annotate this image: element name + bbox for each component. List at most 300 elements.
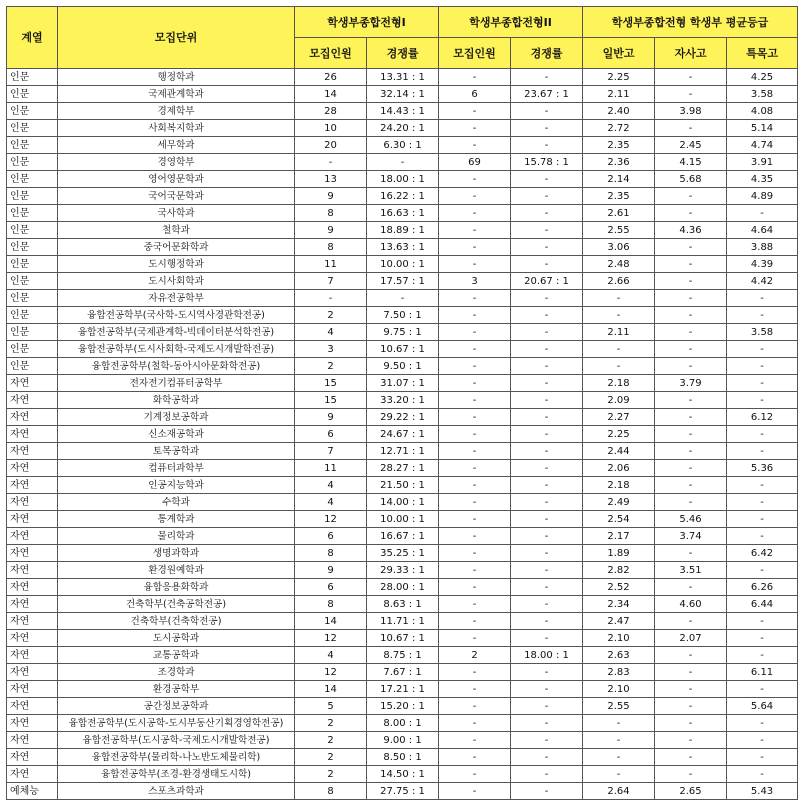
category-cell: 자연 [7, 613, 58, 630]
general-grade-cell: 2.49 [583, 494, 655, 511]
general-grade-cell: - [583, 307, 655, 324]
special-grade-cell: 5.14 [727, 120, 798, 137]
type1-recruit-cell: 4 [295, 494, 367, 511]
category-cell: 인문 [7, 256, 58, 273]
type2-recruit-cell: - [439, 443, 511, 460]
category-cell: 자연 [7, 579, 58, 596]
admissions-table [6, 6, 798, 800]
autonomous-grade-cell: 3.74 [655, 528, 727, 545]
category-cell: 자연 [7, 749, 58, 766]
autonomous-grade-cell: 5.68 [655, 171, 727, 188]
special-grade-cell: 6.11 [727, 664, 798, 681]
autonomous-grade-cell: 2.45 [655, 137, 727, 154]
table-row [7, 341, 798, 358]
unit-cell: 융합전공학부(도시공학-도시부동산기획경영학전공) [58, 715, 295, 732]
type2-ratio-cell: - [511, 392, 583, 409]
autonomous-grade-cell: - [655, 392, 727, 409]
type2-recruit-cell: - [439, 239, 511, 256]
type1-ratio-cell: 9.75 : 1 [367, 324, 439, 341]
category-cell: 자연 [7, 426, 58, 443]
type1-recruit-cell: 28 [295, 103, 367, 120]
type1-recruit-cell: 2 [295, 749, 367, 766]
header-type1-ratio: 경쟁률 [367, 38, 439, 69]
type1-recruit-cell: 2 [295, 732, 367, 749]
autonomous-grade-cell: - [655, 732, 727, 749]
type1-recruit-cell: 2 [295, 715, 367, 732]
type1-recruit-cell: 5 [295, 698, 367, 715]
type2-ratio-cell: - [511, 307, 583, 324]
type1-ratio-cell: 7.67 : 1 [367, 664, 439, 681]
general-grade-cell: 3.06 [583, 239, 655, 256]
special-grade-cell: 3.58 [727, 86, 798, 103]
type1-recruit-cell: 13 [295, 171, 367, 188]
unit-cell: 건축학부(건축학전공) [58, 613, 295, 630]
type1-ratio-cell: 24.20 : 1 [367, 120, 439, 137]
category-cell: 인문 [7, 273, 58, 290]
type1-ratio-cell: 32.14 : 1 [367, 86, 439, 103]
special-grade-cell: - [727, 528, 798, 545]
autonomous-grade-cell: - [655, 494, 727, 511]
category-cell: 자연 [7, 409, 58, 426]
type2-recruit-cell: - [439, 426, 511, 443]
admissions-table-container [6, 6, 797, 800]
type1-recruit-cell: 3 [295, 341, 367, 358]
type1-recruit-cell: 4 [295, 647, 367, 664]
autonomous-grade-cell: 4.60 [655, 596, 727, 613]
type1-ratio-cell: 10.67 : 1 [367, 341, 439, 358]
type1-ratio-cell: 6.30 : 1 [367, 137, 439, 154]
general-grade-cell: 2.06 [583, 460, 655, 477]
unit-cell: 건축학부(건축공학전공) [58, 596, 295, 613]
type1-ratio-cell: 17.21 : 1 [367, 681, 439, 698]
general-grade-cell: 2.63 [583, 647, 655, 664]
general-grade-cell: - [583, 766, 655, 783]
type2-recruit-cell: - [439, 409, 511, 426]
general-grade-cell: 2.66 [583, 273, 655, 290]
category-cell: 자연 [7, 664, 58, 681]
header-type1-recruit: 모집인원 [295, 38, 367, 69]
table-row [7, 358, 798, 375]
table-row [7, 375, 798, 392]
table-row [7, 222, 798, 239]
type1-recruit-cell: 7 [295, 443, 367, 460]
type1-ratio-cell: 12.71 : 1 [367, 443, 439, 460]
type1-ratio-cell: 10.00 : 1 [367, 256, 439, 273]
type2-ratio-cell: - [511, 732, 583, 749]
type2-ratio-cell: - [511, 766, 583, 783]
unit-cell: 전자전기컴퓨터공학부 [58, 375, 295, 392]
category-cell: 자연 [7, 477, 58, 494]
unit-cell: 인공지능학과 [58, 477, 295, 494]
category-cell: 자연 [7, 392, 58, 409]
type2-ratio-cell: - [511, 613, 583, 630]
type2-recruit-cell: - [439, 256, 511, 273]
type1-ratio-cell: 15.20 : 1 [367, 698, 439, 715]
autonomous-grade-cell: - [655, 579, 727, 596]
type2-ratio-cell: - [511, 528, 583, 545]
special-grade-cell: 4.39 [727, 256, 798, 273]
type2-recruit-cell: - [439, 205, 511, 222]
type1-recruit-cell: - [295, 154, 367, 171]
table-row [7, 630, 798, 647]
general-grade-cell: - [583, 290, 655, 307]
type1-recruit-cell: 4 [295, 477, 367, 494]
table-row [7, 171, 798, 188]
unit-cell: 융합전공학부(물리학-나노반도체물리학) [58, 749, 295, 766]
table-row [7, 562, 798, 579]
autonomous-grade-cell: - [655, 358, 727, 375]
category-cell: 인문 [7, 137, 58, 154]
autonomous-grade-cell: - [655, 86, 727, 103]
general-grade-cell: 2.35 [583, 137, 655, 154]
table-row [7, 698, 798, 715]
general-grade-cell: 2.61 [583, 205, 655, 222]
type2-ratio-cell: - [511, 596, 583, 613]
general-grade-cell: 2.09 [583, 392, 655, 409]
type2-recruit-cell: - [439, 460, 511, 477]
autonomous-grade-cell: - [655, 239, 727, 256]
unit-cell: 신소재공학과 [58, 426, 295, 443]
unit-cell: 기계정보공학과 [58, 409, 295, 426]
type2-recruit-cell: - [439, 324, 511, 341]
table-row [7, 103, 798, 120]
type1-recruit-cell: 8 [295, 239, 367, 256]
type2-recruit-cell: - [439, 766, 511, 783]
table-row [7, 239, 798, 256]
unit-cell: 토목공학과 [58, 443, 295, 460]
type1-recruit-cell: 9 [295, 188, 367, 205]
special-grade-cell: - [727, 290, 798, 307]
unit-cell: 국제관계학과 [58, 86, 295, 103]
special-grade-cell: - [727, 205, 798, 222]
type2-ratio-cell: - [511, 188, 583, 205]
header-type2: 학생부종합전형II [439, 7, 583, 38]
type1-recruit-cell: 8 [295, 205, 367, 222]
table-row [7, 647, 798, 664]
table-row [7, 494, 798, 511]
type1-recruit-cell: 14 [295, 681, 367, 698]
type2-recruit-cell: 3 [439, 273, 511, 290]
type1-recruit-cell: 8 [295, 545, 367, 562]
table-row [7, 86, 798, 103]
type1-recruit-cell: 12 [295, 630, 367, 647]
type1-recruit-cell: 26 [295, 69, 367, 86]
type1-recruit-cell: 9 [295, 222, 367, 239]
autonomous-grade-cell: - [655, 188, 727, 205]
type2-recruit-cell: - [439, 341, 511, 358]
type2-recruit-cell: - [439, 596, 511, 613]
general-grade-cell: 1.89 [583, 545, 655, 562]
type2-recruit-cell: - [439, 511, 511, 528]
unit-cell: 생명과학과 [58, 545, 295, 562]
table-row [7, 205, 798, 222]
unit-cell: 영어영문학과 [58, 171, 295, 188]
autonomous-grade-cell: - [655, 749, 727, 766]
header-type2-recruit: 모집인원 [439, 38, 511, 69]
category-cell: 자연 [7, 681, 58, 698]
table-row [7, 154, 798, 171]
general-grade-cell: 2.40 [583, 103, 655, 120]
category-cell: 인문 [7, 341, 58, 358]
type2-ratio-cell: - [511, 205, 583, 222]
type2-recruit-cell: - [439, 783, 511, 800]
special-grade-cell: - [727, 732, 798, 749]
unit-cell: 융합전공학부(조경-환경생태도시학) [58, 766, 295, 783]
table-row [7, 120, 798, 137]
general-grade-cell: 2.18 [583, 477, 655, 494]
special-grade-cell: 4.35 [727, 171, 798, 188]
autonomous-grade-cell: 5.46 [655, 511, 727, 528]
unit-cell: 행정학과 [58, 69, 295, 86]
table-row [7, 715, 798, 732]
type1-recruit-cell: 2 [295, 358, 367, 375]
special-grade-cell: - [727, 426, 798, 443]
type2-recruit-cell: - [439, 664, 511, 681]
type1-ratio-cell: 16.22 : 1 [367, 188, 439, 205]
special-grade-cell: 4.25 [727, 69, 798, 86]
unit-cell: 환경공학부 [58, 681, 295, 698]
type2-recruit-cell: - [439, 171, 511, 188]
special-grade-cell: 4.42 [727, 273, 798, 290]
table-row [7, 273, 798, 290]
type2-recruit-cell: - [439, 749, 511, 766]
autonomous-grade-cell: - [655, 341, 727, 358]
category-cell: 인문 [7, 307, 58, 324]
special-grade-cell: - [727, 766, 798, 783]
general-grade-cell: - [583, 715, 655, 732]
type2-recruit-cell: - [439, 188, 511, 205]
category-cell: 자연 [7, 511, 58, 528]
type1-ratio-cell: 9.50 : 1 [367, 358, 439, 375]
category-cell: 자연 [7, 596, 58, 613]
table-row [7, 137, 798, 154]
type1-recruit-cell: 12 [295, 664, 367, 681]
type2-ratio-cell: - [511, 579, 583, 596]
special-grade-cell: - [727, 511, 798, 528]
table-row [7, 409, 798, 426]
category-cell: 자연 [7, 647, 58, 664]
type1-recruit-cell: 7 [295, 273, 367, 290]
special-grade-cell: 4.89 [727, 188, 798, 205]
autonomous-grade-cell: 3.79 [655, 375, 727, 392]
unit-cell: 컴퓨터과학부 [58, 460, 295, 477]
general-grade-cell: 2.55 [583, 222, 655, 239]
table-row [7, 766, 798, 783]
general-grade-cell: - [583, 358, 655, 375]
autonomous-grade-cell: - [655, 613, 727, 630]
special-grade-cell: 3.88 [727, 239, 798, 256]
type2-recruit-cell: - [439, 681, 511, 698]
header-category: 계열 [7, 7, 58, 69]
category-cell: 인문 [7, 188, 58, 205]
special-grade-cell: - [727, 494, 798, 511]
header-special: 특목고 [727, 38, 798, 69]
type1-recruit-cell: 6 [295, 579, 367, 596]
table-row [7, 188, 798, 205]
type2-recruit-cell: - [439, 69, 511, 86]
type2-ratio-cell: - [511, 749, 583, 766]
unit-cell: 자유전공학부 [58, 290, 295, 307]
type2-recruit-cell: - [439, 613, 511, 630]
type2-recruit-cell: - [439, 545, 511, 562]
table-row [7, 596, 798, 613]
type2-recruit-cell: 6 [439, 86, 511, 103]
category-cell: 인문 [7, 239, 58, 256]
category-cell: 자연 [7, 698, 58, 715]
special-grade-cell: 6.26 [727, 579, 798, 596]
type1-ratio-cell: 28.00 : 1 [367, 579, 439, 596]
type2-recruit-cell: - [439, 290, 511, 307]
type1-ratio-cell: 7.50 : 1 [367, 307, 439, 324]
special-grade-cell: - [727, 392, 798, 409]
table-row [7, 681, 798, 698]
general-grade-cell: - [583, 749, 655, 766]
special-grade-cell: 3.91 [727, 154, 798, 171]
special-grade-cell: 4.08 [727, 103, 798, 120]
type2-recruit-cell: - [439, 103, 511, 120]
type2-ratio-cell: - [511, 562, 583, 579]
unit-cell: 융합응용화학과 [58, 579, 295, 596]
type2-ratio-cell: - [511, 477, 583, 494]
autonomous-grade-cell: 4.15 [655, 154, 727, 171]
type1-recruit-cell: 10 [295, 120, 367, 137]
special-grade-cell: 4.74 [727, 137, 798, 154]
table-row [7, 443, 798, 460]
table-row [7, 613, 798, 630]
unit-cell: 철학과 [58, 222, 295, 239]
table-row [7, 528, 798, 545]
type2-ratio-cell: - [511, 120, 583, 137]
autonomous-grade-cell: - [655, 477, 727, 494]
type2-ratio-cell: - [511, 358, 583, 375]
autonomous-grade-cell: 2.07 [655, 630, 727, 647]
type2-ratio-cell: - [511, 426, 583, 443]
category-cell: 자연 [7, 545, 58, 562]
type1-ratio-cell: 14.00 : 1 [367, 494, 439, 511]
type1-ratio-cell: 16.67 : 1 [367, 528, 439, 545]
type2-ratio-cell: - [511, 511, 583, 528]
table-row [7, 511, 798, 528]
general-grade-cell: - [583, 732, 655, 749]
special-grade-cell: - [727, 715, 798, 732]
type2-recruit-cell: - [439, 732, 511, 749]
autonomous-grade-cell: 3.51 [655, 562, 727, 579]
unit-cell: 수학과 [58, 494, 295, 511]
table-row [7, 69, 798, 86]
table-row [7, 324, 798, 341]
autonomous-grade-cell: - [655, 307, 727, 324]
general-grade-cell: 2.44 [583, 443, 655, 460]
category-cell: 인문 [7, 154, 58, 171]
table-row [7, 256, 798, 273]
type1-ratio-cell: 8.50 : 1 [367, 749, 439, 766]
type1-ratio-cell: 29.33 : 1 [367, 562, 439, 579]
autonomous-grade-cell: - [655, 681, 727, 698]
general-grade-cell: 2.27 [583, 409, 655, 426]
category-cell: 인문 [7, 290, 58, 307]
type1-ratio-cell: 13.31 : 1 [367, 69, 439, 86]
category-cell: 인문 [7, 324, 58, 341]
type2-recruit-cell: - [439, 715, 511, 732]
general-grade-cell: 2.18 [583, 375, 655, 392]
table-row [7, 460, 798, 477]
type2-recruit-cell: - [439, 120, 511, 137]
category-cell: 자연 [7, 732, 58, 749]
type2-ratio-cell: - [511, 460, 583, 477]
unit-cell: 융합전공학부(도시공학-국제도시개발학전공) [58, 732, 295, 749]
type1-recruit-cell: 11 [295, 460, 367, 477]
table-row [7, 392, 798, 409]
table-row [7, 545, 798, 562]
type2-ratio-cell: - [511, 222, 583, 239]
autonomous-grade-cell: 4.36 [655, 222, 727, 239]
type1-recruit-cell: 20 [295, 137, 367, 154]
type1-ratio-cell: 28.27 : 1 [367, 460, 439, 477]
autonomous-grade-cell: - [655, 273, 727, 290]
unit-cell: 국사학과 [58, 205, 295, 222]
unit-cell: 융합전공학부(국사학-도시역사경관학전공) [58, 307, 295, 324]
type1-ratio-cell: 9.00 : 1 [367, 732, 439, 749]
special-grade-cell: 6.12 [727, 409, 798, 426]
general-grade-cell: - [583, 341, 655, 358]
autonomous-grade-cell: - [655, 460, 727, 477]
autonomous-grade-cell: 2.65 [655, 783, 727, 800]
type2-ratio-cell: - [511, 664, 583, 681]
type1-recruit-cell: 2 [295, 766, 367, 783]
special-grade-cell: 5.36 [727, 460, 798, 477]
type1-ratio-cell: 11.71 : 1 [367, 613, 439, 630]
type1-recruit-cell: 12 [295, 511, 367, 528]
table-row [7, 426, 798, 443]
category-cell: 인문 [7, 205, 58, 222]
type2-ratio-cell: - [511, 290, 583, 307]
type1-ratio-cell: 10.00 : 1 [367, 511, 439, 528]
type1-ratio-cell: 21.50 : 1 [367, 477, 439, 494]
general-grade-cell: 2.54 [583, 511, 655, 528]
type2-ratio-cell: - [511, 443, 583, 460]
type1-ratio-cell: 8.63 : 1 [367, 596, 439, 613]
autonomous-grade-cell: - [655, 698, 727, 715]
special-grade-cell: 6.44 [727, 596, 798, 613]
type1-ratio-cell: 27.75 : 1 [367, 783, 439, 800]
type1-recruit-cell: - [295, 290, 367, 307]
header-unit: 모집단위 [58, 7, 295, 69]
type2-recruit-cell: - [439, 222, 511, 239]
type2-ratio-cell: - [511, 256, 583, 273]
unit-cell: 융합전공학부(도시사회학-국제도시개발학전공) [58, 341, 295, 358]
table-row [7, 307, 798, 324]
unit-cell: 조경학과 [58, 664, 295, 681]
type1-recruit-cell: 9 [295, 409, 367, 426]
type1-ratio-cell: 8.00 : 1 [367, 715, 439, 732]
table-row [7, 664, 798, 681]
autonomous-grade-cell: - [655, 69, 727, 86]
type2-ratio-cell: 18.00 : 1 [511, 647, 583, 664]
general-grade-cell: 2.82 [583, 562, 655, 579]
autonomous-grade-cell: 3.98 [655, 103, 727, 120]
type2-recruit-cell: - [439, 358, 511, 375]
category-cell: 인문 [7, 222, 58, 239]
unit-cell: 도시행정학과 [58, 256, 295, 273]
type2-recruit-cell: - [439, 698, 511, 715]
type2-ratio-cell: - [511, 137, 583, 154]
special-grade-cell: 5.64 [727, 698, 798, 715]
special-grade-cell: - [727, 477, 798, 494]
category-cell: 자연 [7, 630, 58, 647]
type2-ratio-cell: - [511, 494, 583, 511]
type1-ratio-cell: 10.67 : 1 [367, 630, 439, 647]
category-cell: 인문 [7, 171, 58, 188]
